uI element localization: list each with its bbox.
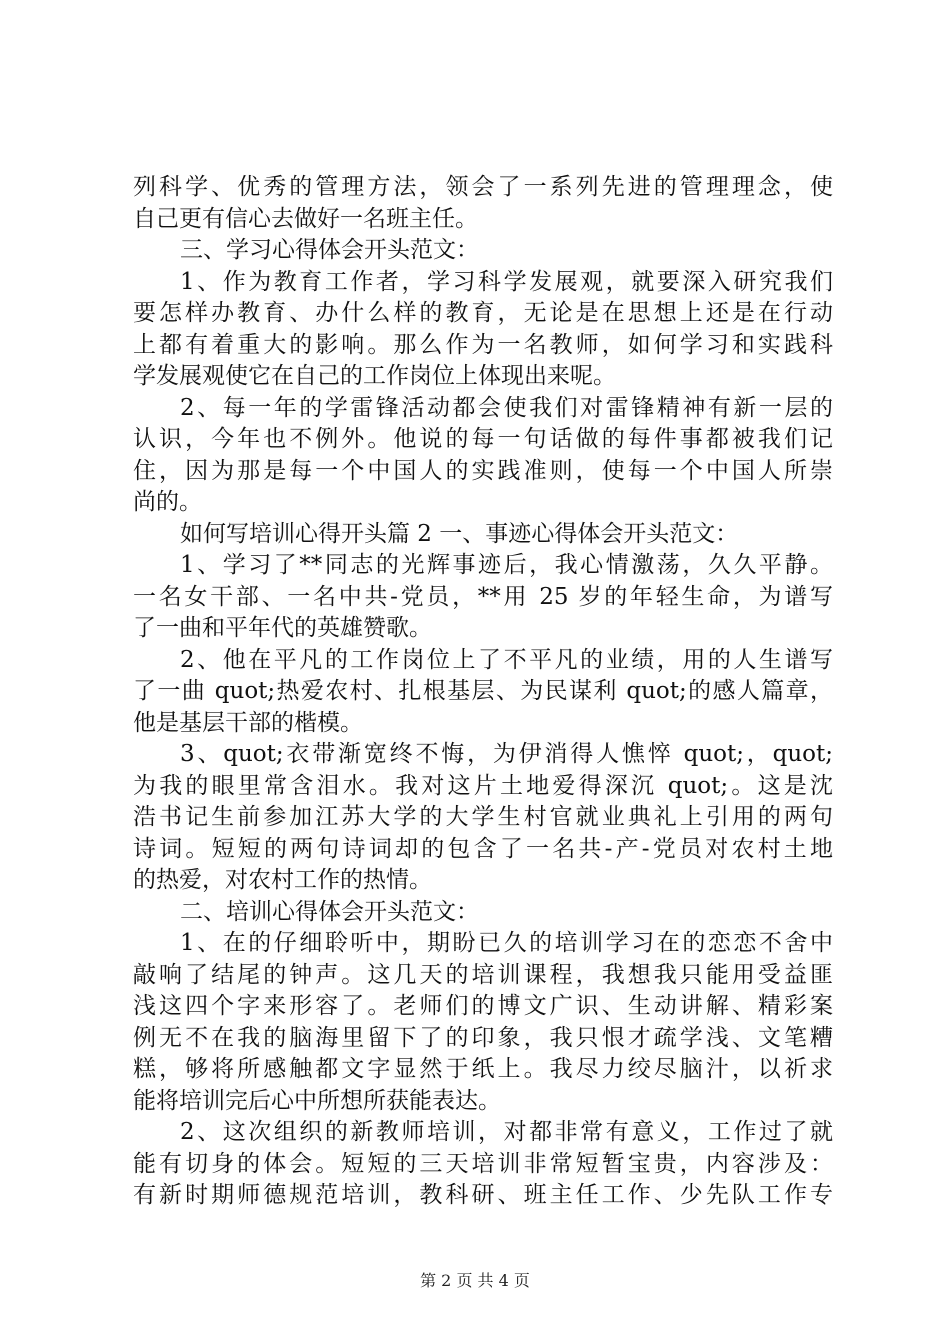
text-line: 能将培训完后心中所想所获能表达。 xyxy=(133,1087,501,1114)
text-line: 2、每一年的学雷锋活动都会使我们对雷锋精神有新一层的 xyxy=(180,394,833,421)
text-line: 了一曲和平年代的英雄赞歌。 xyxy=(133,615,432,641)
document-body xyxy=(133,172,833,1212)
page-footer: 第 2 页 共 4 页 xyxy=(420,1271,530,1290)
text-line: 了一曲 quot;热爱农村、扎根基层、为民谋利 quot;的感人篇章， xyxy=(133,678,833,704)
text-line: 2、他在平凡的工作岗位上了不平凡的业绩，用的人生谱写 xyxy=(180,646,833,673)
text-line: 学发展观使它在自己的工作岗位上体现出来呢。 xyxy=(133,363,616,389)
text-line: 3、quot;衣带渐宽终不悔，为伊消得人憔悴 quot;，quot; xyxy=(180,741,833,767)
text-line: 2、这次组织的新教师培训，对都非常有意义，工作过了就 xyxy=(180,1119,833,1145)
text-line: 住，因为那是每一个中国人的实践准则，使每一个中国人所崇 xyxy=(133,457,833,484)
text-line: 他是基层干部的楷模。 xyxy=(133,709,363,736)
text-line: 一名女干部、一名中共-党员，**用 25 岁的年轻生命，为谱写 xyxy=(133,583,833,610)
text-line: 三、学习心得体会开头范文： xyxy=(180,237,479,263)
text-line: 要怎样办教育、办什么样的教育，无论是在思想上还是在行动 xyxy=(133,300,833,326)
text-line: 如何写培训心得开头篇 2 一、事迹心得体会开头范文： xyxy=(180,520,739,547)
text-line: 上都有着重大的影响。那么作为一名教师，如何学习和实践科 xyxy=(133,331,833,358)
text-line: 1、在的仔细聆听中，期盼已久的培训学习在的恋恋不舍中 xyxy=(180,930,833,956)
text-line: 敲响了结尾的钟声。这几天的培训课程，我想我只能用受益匪 xyxy=(133,961,833,988)
text-line: 有新时期师德规范培训，教科研、班主任工作、少先队工作专 xyxy=(133,1182,833,1208)
text-line: 列科学、优秀的管理方法，领会了一系列先进的管理理念，使 xyxy=(133,174,833,200)
text-line: 浩书记生前参加江苏大学的大学生村官就业典礼上引用的两句 xyxy=(133,804,833,830)
text-line: 1、作为教育工作者，学习科学发展观，就要深入研究我们 xyxy=(180,268,833,295)
text-line: 能有切身的体会。短短的三天培训非常短暂宝贵，内容涉及： xyxy=(133,1150,833,1177)
text-line: 例无不在我的脑海里留下了的印象，我只恨才疏学浅、文笔糟 xyxy=(133,1024,833,1051)
text-line: 的热爱，对农村工作的热情。 xyxy=(133,867,432,893)
text-line: 1、学习了**同志的光辉事迹后，我心情激荡，久久平静。 xyxy=(180,552,833,578)
text-line: 认识，今年也不例外。他说的每一句话做的每件事都被我们记 xyxy=(133,426,833,452)
text-line: 二、培训心得体会开头范文： xyxy=(180,898,479,925)
text-line: 浅这四个字来形容了。老师们的博文广识、生动讲解、精彩案 xyxy=(133,993,833,1019)
text-line: 自己更有信心去做好一名班主任。 xyxy=(133,205,478,232)
text-line: 尚的。 xyxy=(133,489,202,515)
text-line: 诗词。短短的两句诗词却的包含了一名共-产-党员对农村土地 xyxy=(133,835,833,862)
text-line: 为我的眼里常含泪水。我对这片土地爱得深沉 quot;。这是沈 xyxy=(133,772,833,799)
text-line: 糕，够将所感触都文字显然于纸上。我尽力绞尽脑汁，以祈求 xyxy=(133,1056,833,1082)
